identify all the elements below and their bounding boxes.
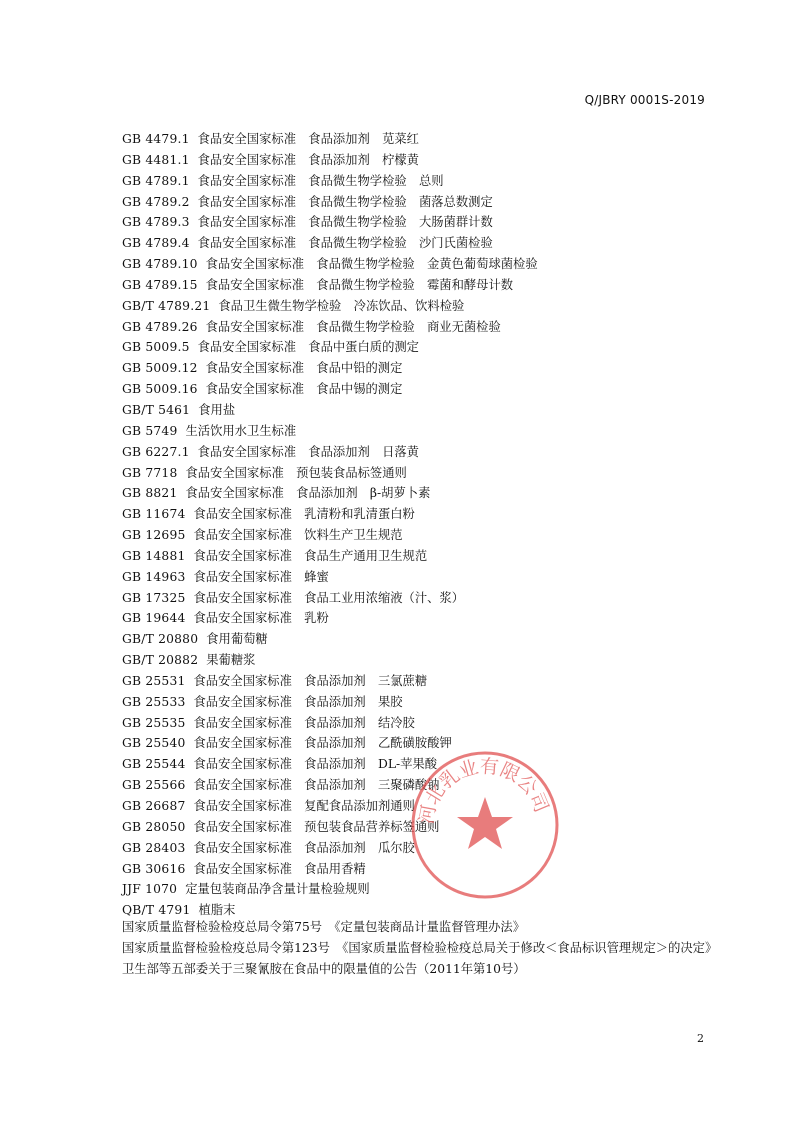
standard-title: 食品安全国家标准 食品添加剂 三聚磷酸钠: [193, 778, 440, 793]
standard-title: 食品安全国家标准 食品添加剂 β-胡萝卜素: [185, 486, 431, 501]
standard-code: GB 5749: [122, 423, 178, 438]
standard-code: GB 26687: [122, 799, 186, 813]
standard-title: 食品安全国家标准 食品微生物学检验 金黄色葡萄球菌检验: [205, 257, 538, 272]
standard-row: [122, 671, 722, 692]
standard-code: GB 25540: [122, 736, 186, 751]
standard-code: GB 4789.3: [122, 215, 190, 230]
standard-code: GB 4481.1: [122, 152, 190, 167]
standard-title: 果葡糖浆: [206, 653, 256, 668]
standard-title: 食品安全国家标准 食品中铅的测定: [205, 361, 403, 376]
standard-title: 食品安全国家标准 乳粉: [193, 611, 329, 626]
standard-row: [122, 629, 722, 650]
page-number: 2: [697, 1032, 704, 1045]
standard-code: JJF 1070: [122, 882, 178, 897]
standard-title: 定量包装商品净含量计量检验规则: [185, 882, 370, 897]
standard-code: GB 5009.16: [122, 382, 198, 397]
standard-title: 食品安全国家标准 复配食品添加剂通则: [193, 799, 415, 813]
standard-code: GB 28050: [122, 819, 186, 834]
standard-title: 食品安全国家标准 食品添加剂 三氯蔗糖: [193, 673, 428, 688]
standard-code: GB 17325: [122, 590, 186, 605]
standard-code: GB 30616: [122, 861, 186, 876]
standard-code: GB/T 20880: [122, 632, 199, 647]
standard-title: 食品安全国家标准 食品用香精: [193, 861, 366, 876]
standard-row: [122, 296, 722, 317]
standard-title: 食品安全国家标准 食品工业用浓缩液（汁、浆）: [193, 590, 465, 605]
standard-code: GB 4789.4: [122, 236, 190, 251]
standard-title: 食品安全国家标准 食品添加剂 苋菜红: [197, 132, 419, 146]
standard-row: [122, 692, 722, 713]
standard-title: 食品安全国家标准 食品添加剂 柠檬黄: [197, 152, 419, 167]
standard-row: [122, 358, 722, 379]
standard-row: [122, 254, 722, 275]
standard-code: GB 28403: [122, 840, 186, 855]
standard-code: GB 4789.10: [122, 257, 198, 272]
standard-code: GB 25566: [122, 778, 186, 793]
standard-row: [122, 317, 722, 338]
standard-row: [122, 546, 722, 567]
standard-code: GB 14963: [122, 569, 186, 584]
standard-code: GB 4789.15: [122, 277, 198, 292]
standard-code: GB 7718: [122, 465, 178, 480]
regulation-note: 国家质量监督检验检疫总局令第123号 《国家质量监督检验检疫总局关于修改＜食品标识管理规定＞的决定》: [122, 940, 718, 955]
standard-row: [122, 129, 722, 150]
standard-title: 生活饮用水卫生标准: [185, 423, 297, 438]
standard-title: 食品安全国家标准 食品添加剂 日落黄: [197, 444, 419, 459]
standard-title: 食品安全国家标准 食品添加剂 果胶: [193, 694, 403, 709]
standard-row: [122, 588, 722, 609]
standard-row: [122, 421, 722, 442]
document-id: Q/JBRY 0001S-2019: [584, 93, 705, 107]
standard-code: GB/T 4789.21: [122, 298, 211, 313]
standard-row: [122, 608, 722, 629]
standard-code: GB 4479.1: [122, 132, 190, 146]
standard-row: [122, 400, 722, 421]
standard-code: GB 25531: [122, 673, 186, 688]
standard-row: [122, 504, 722, 525]
standard-code: GB 5009.5: [122, 340, 190, 355]
standard-title: 食品安全国家标准 食品中蛋白质的测定: [197, 340, 419, 355]
standard-title: 食品安全国家标准 食品添加剂 DL-苹果酸: [193, 757, 438, 772]
standard-row: [122, 150, 722, 171]
standard-row: [122, 650, 722, 671]
standard-title: 食品安全国家标准 食品微生物学检验 大肠菌群计数: [197, 215, 493, 230]
standard-title: 食品安全国家标准 食品微生物学检验 商业无菌检验: [205, 319, 501, 334]
standard-code: GB 19644: [122, 611, 186, 626]
standard-title: 食品安全国家标准 食品添加剂 结冷胶: [193, 715, 415, 730]
standard-title: 食品安全国家标准 预包装食品营养标签通则: [193, 819, 440, 834]
standard-code: GB 25544: [122, 757, 186, 772]
standard-title: 食品安全国家标准 饮料生产卫生规范: [193, 528, 403, 543]
standard-title: 食用葡萄糖: [206, 632, 268, 647]
standard-code: GB 4789.1: [122, 173, 190, 188]
standard-code: GB/T 20882: [122, 653, 199, 668]
standard-row: [122, 337, 722, 358]
standard-title: 食品卫生微生物学检验 冷冻饮品、饮料检验: [218, 298, 465, 313]
standard-title: 食品安全国家标准 食品添加剂 乙酰磺胺酸钾: [193, 736, 452, 751]
standard-code: GB 8821: [122, 486, 178, 501]
standard-title: 食用盐: [198, 402, 236, 417]
standard-row: [122, 463, 722, 484]
standard-title: 食品安全国家标准 食品中锡的测定: [205, 382, 403, 397]
standard-title: 植脂末: [198, 903, 236, 918]
regulation-note: 卫生部等五部委关于三聚氰胺在食品中的限量值的公告（2011年第10号）: [122, 961, 526, 976]
standard-title: 食品安全国家标准 食品添加剂 瓜尔胶: [193, 840, 415, 855]
standard-row: [122, 171, 722, 192]
standard-row: [122, 212, 722, 233]
standard-row: [122, 525, 722, 546]
standard-code: GB 12695: [122, 528, 186, 543]
standard-title: 食品安全国家标准 食品微生物学检验 霉菌和酵母计数: [205, 277, 514, 292]
regulation-notes: [88, 917, 718, 980]
standard-title: 食品安全国家标准 预包装食品标签通则: [185, 465, 407, 480]
standard-title: 食品安全国家标准 食品微生物学检验 菌落总数测定: [197, 194, 493, 209]
company-seal-stamp: [405, 745, 565, 905]
standard-code: GB 5009.12: [122, 361, 198, 376]
standard-title: 食品安全国家标准 食品微生物学检验 总则: [197, 173, 444, 188]
standard-title: 食品安全国家标准 乳清粉和乳清蛋白粉: [193, 507, 415, 522]
standard-row: [122, 713, 722, 734]
standard-row: [122, 567, 722, 588]
standard-code: GB 25533: [122, 694, 186, 709]
standard-title: 食品安全国家标准 蜂蜜: [193, 569, 329, 584]
standard-row: [122, 379, 722, 400]
standard-code: GB 11674: [122, 507, 186, 522]
regulation-note: 国家质量监督检验检疫总局令第75号 《定量包装商品计量监督管理办法》: [122, 920, 525, 934]
standard-code: GB 14881: [122, 548, 186, 563]
standard-code: GB 25535: [122, 715, 186, 730]
standard-code: QB/T 4791: [122, 903, 191, 918]
standard-code: GB 4789.26: [122, 319, 198, 334]
standard-title: 食品安全国家标准 食品生产通用卫生规范: [193, 548, 428, 563]
standard-row: [122, 275, 722, 296]
svg-text:河北乳业有限公司: 河北乳业有限公司: [415, 755, 553, 826]
standard-row: [122, 483, 722, 504]
standard-row: [122, 442, 722, 463]
standard-row: [122, 233, 722, 254]
standard-code: GB 6227.1: [122, 444, 190, 459]
standard-code: GB 4789.2: [122, 194, 190, 209]
standard-code: GB/T 5461: [122, 402, 191, 417]
standard-row: [122, 192, 722, 213]
standard-title: 食品安全国家标准 食品微生物学检验 沙门氏菌检验: [197, 236, 493, 251]
